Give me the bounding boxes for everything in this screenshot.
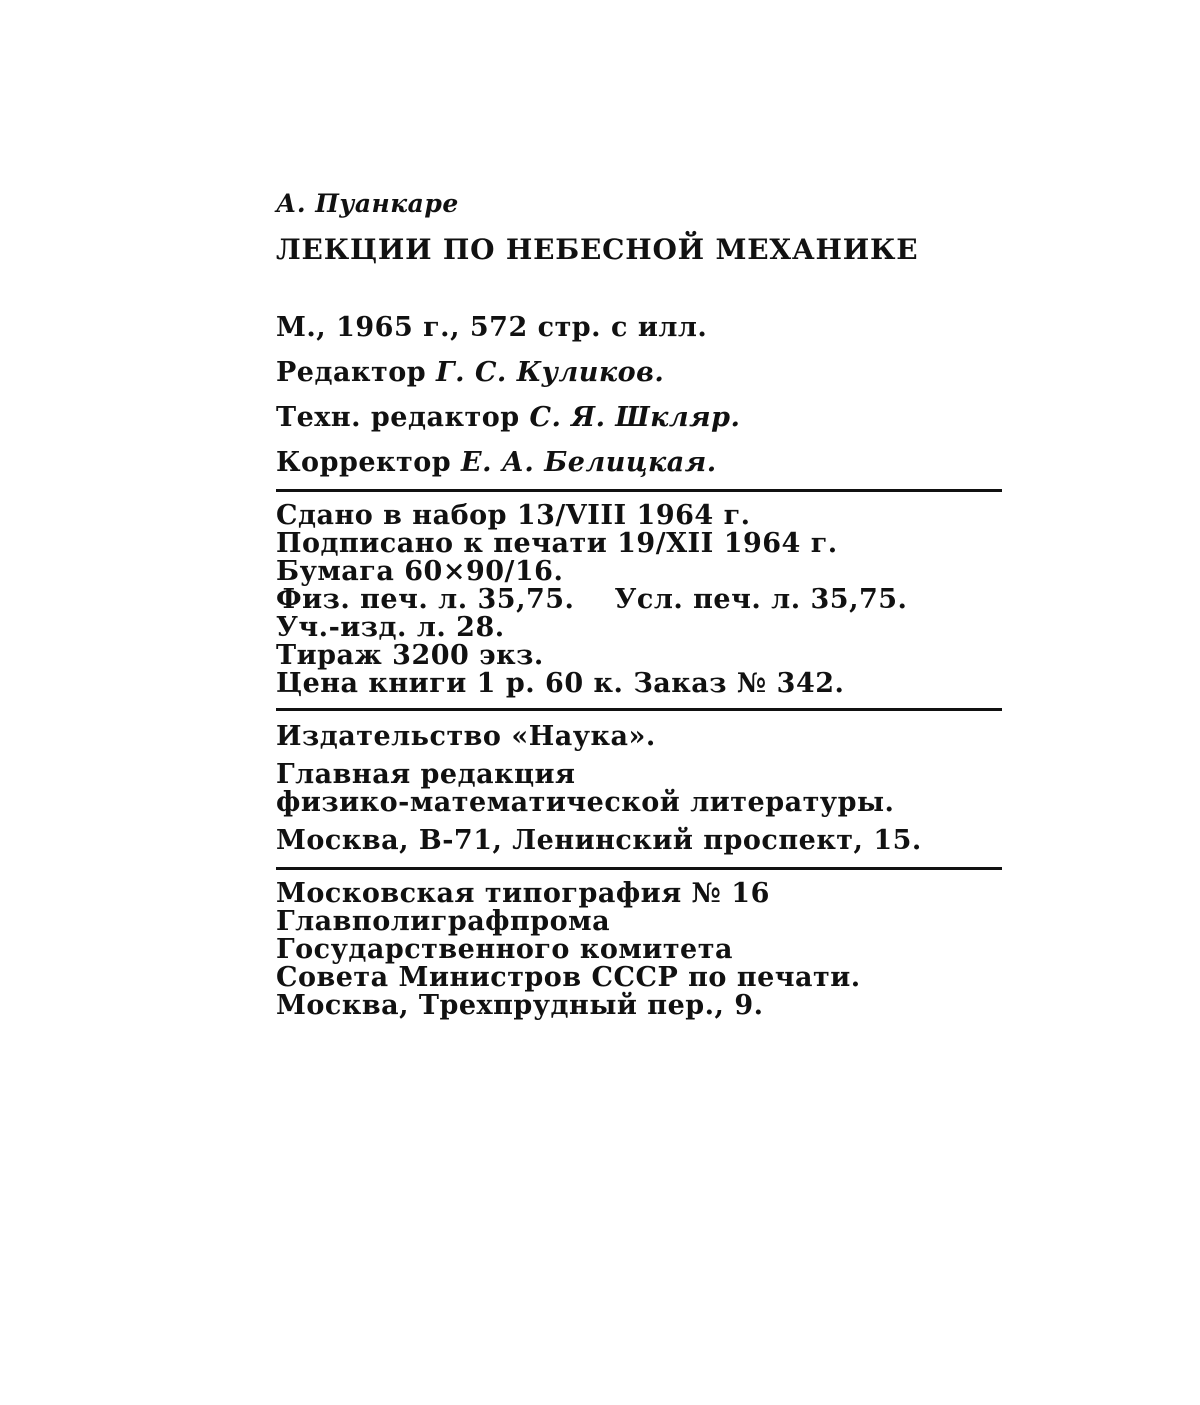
editor-name: Г. С. Куликов. xyxy=(436,357,665,388)
printer-line: Москва, Трехпрудный пер., 9. xyxy=(276,990,764,1021)
signed-to-print: Подписано к печати 19/XII 1964 г. xyxy=(276,528,838,559)
editor-label: Редактор xyxy=(276,357,427,388)
publisher-block xyxy=(276,711,1002,867)
proofreader-credit xyxy=(276,447,1002,479)
publisher-edition-line2: физико-математической литературы. xyxy=(276,787,895,818)
proofreader-label: Корректор xyxy=(276,447,452,478)
edit-sheets: Уч.-изд. л. 28. xyxy=(276,612,505,643)
print-info-block xyxy=(276,492,1002,708)
proofreader-name: Е. А. Белицкая. xyxy=(461,447,717,478)
tech-editor-label: Техн. редактор xyxy=(276,402,520,433)
printer-line: Московская типография № 16 xyxy=(276,878,770,909)
print-run: Тираж 3200 экз. xyxy=(276,640,544,671)
printer-block xyxy=(276,870,1002,1030)
sent-to-type: Сдано в набор 13/VIII 1964 г. xyxy=(276,500,751,531)
editor-credit xyxy=(276,357,1002,389)
publisher-name: Издательство «Наука». xyxy=(276,721,656,752)
author-name: А. Пуанкаре xyxy=(276,189,459,218)
publisher-edition-line1: Главная редакция xyxy=(276,759,576,790)
paper-format: Бумага 60×90/16. xyxy=(276,556,564,587)
tech-editor-name: С. Я. Шкляр. xyxy=(529,402,741,433)
colophon-page xyxy=(276,188,1002,1030)
cond-sheets: Усл. печ. л. 35,75. xyxy=(614,584,908,615)
sheets-line xyxy=(276,586,1002,614)
printer-line: Главполиграфпрома xyxy=(276,906,611,937)
price-order: Цена книги 1 р. 60 к. Заказ № 342. xyxy=(276,668,845,699)
publisher-address: Москва, В-71, Ленинский проспект, 15. xyxy=(276,825,922,856)
printer-line: Государственного комитета xyxy=(276,934,733,965)
tech-editor-credit xyxy=(276,402,1002,434)
printer-line: Совета Министров СССР по печати. xyxy=(276,962,861,993)
book-title: ЛЕКЦИИ ПО НЕБЕСНОЙ МЕХАНИКЕ xyxy=(276,233,919,266)
phys-sheets: Физ. печ. л. 35,75. xyxy=(276,584,575,615)
imprint-line: М., 1965 г., 572 стр. с илл. xyxy=(276,312,708,343)
